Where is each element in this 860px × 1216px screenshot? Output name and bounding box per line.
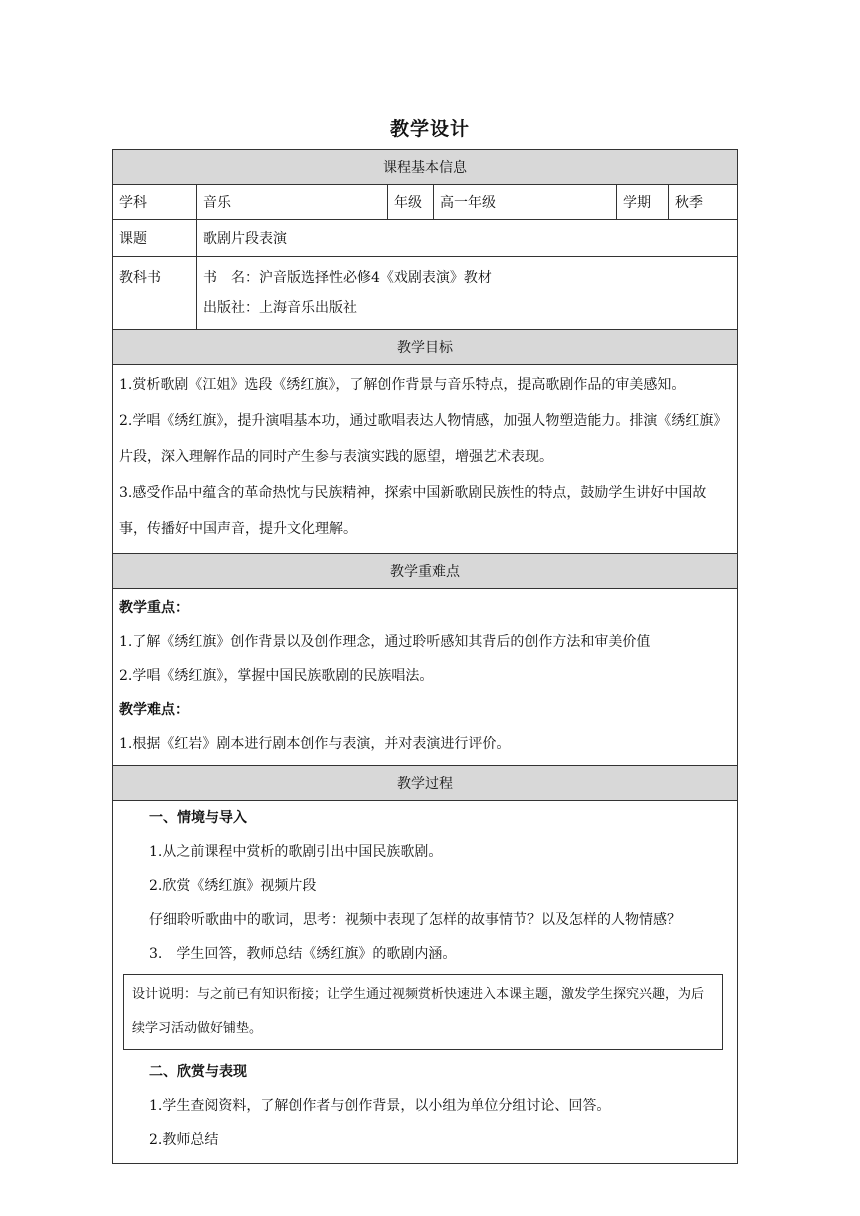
process-step: 仔细聆听歌曲中的歌词，思考：视频中表现了怎样的故事情节？以及怎样的人物情感？	[149, 912, 681, 928]
goal-item: 3.感受作品中蕴含的革命热忱与民族精神，探索中国新歌剧民族性的特点，鼓励学生讲好中国故事，传播好中国声音，提升文化理解。	[119, 485, 707, 537]
focus-item: 1.了解《绣红旗》创作背景以及创作理念，通过聆听感知其背后的创作方法和审美价值	[119, 634, 651, 650]
term-value: 秋季	[669, 185, 738, 220]
process-step: 2.欣赏《绣红旗》视频片段	[149, 878, 317, 894]
grade-value: 高一年级	[434, 185, 617, 220]
textbook-label	[113, 257, 197, 330]
goal-item: 2.学唱《绣红旗》，提升演唱基本功，通过歌唱表达人物情感，加强人物塑造能力。排演《绣红旗》片段，深入理解作品的同时产生参与表演实践的愿望，增强艺术表现。	[119, 413, 728, 465]
key-points-content	[113, 589, 738, 766]
difficulty-item: 1.根据《红岩》剧本进行剧本创作与表演，并对表演进行评价。	[119, 736, 511, 752]
goals-content	[113, 365, 738, 554]
process-section-1-title: 一、情境与导入	[149, 810, 247, 826]
process-section-2-title: 二、欣赏与表现	[149, 1064, 247, 1080]
lesson-plan-table	[112, 149, 738, 1164]
focus-item: 2.学唱《绣红旗》，掌握中国民族歌剧的民族唱法。	[119, 668, 434, 684]
document-title: 教学设计	[389, 118, 470, 140]
textbook-label-text: 教科书	[119, 270, 161, 286]
section-header-key-points: 教学重难点	[113, 554, 738, 589]
textbook-name: 书 名：沪音版选择性必修4《戏剧表演》教材	[203, 270, 492, 286]
design-note-box: 设计说明：与之前已有知识衔接；让学生通过视频赏析快速进入本课主题，激发学生探究兴趣，为后续学习活动做好铺垫。	[123, 974, 723, 1050]
term-label: 学期	[617, 185, 669, 220]
textbook-info	[197, 257, 738, 330]
grade-label: 年级	[388, 185, 434, 220]
process-step: 2.教师总结	[149, 1132, 219, 1148]
textbook-publisher: 出版社：上海音乐出版社	[203, 300, 357, 316]
topic-label: 课题	[113, 220, 197, 257]
process-step: 3. 学生回答，教师总结《绣红旗》的歌剧内涵。	[149, 946, 457, 962]
topic-value: 歌剧片段表演	[197, 220, 738, 257]
process-step: 1.学生查阅资料，了解创作者与创作背景，以小组为单位分组讨论、回答。	[149, 1098, 611, 1114]
focus-title: 教学重点：	[119, 600, 189, 616]
process-content	[113, 801, 738, 1164]
goal-item: 1.赏析歌剧《江姐》选段《绣红旗》，了解创作背景与音乐特点，提高歌剧作品的审美感知。	[119, 377, 686, 393]
subject-value: 音乐	[197, 185, 388, 220]
difficulty-title: 教学难点：	[119, 702, 189, 718]
subject-label: 学科	[113, 185, 197, 220]
process-step: 1.从之前课程中赏析的歌剧引出中国民族歌剧。	[149, 844, 443, 860]
section-header-basic-info: 课程基本信息	[113, 150, 738, 185]
section-header-process: 教学过程	[113, 766, 738, 801]
section-header-goals: 教学目标	[113, 330, 738, 365]
